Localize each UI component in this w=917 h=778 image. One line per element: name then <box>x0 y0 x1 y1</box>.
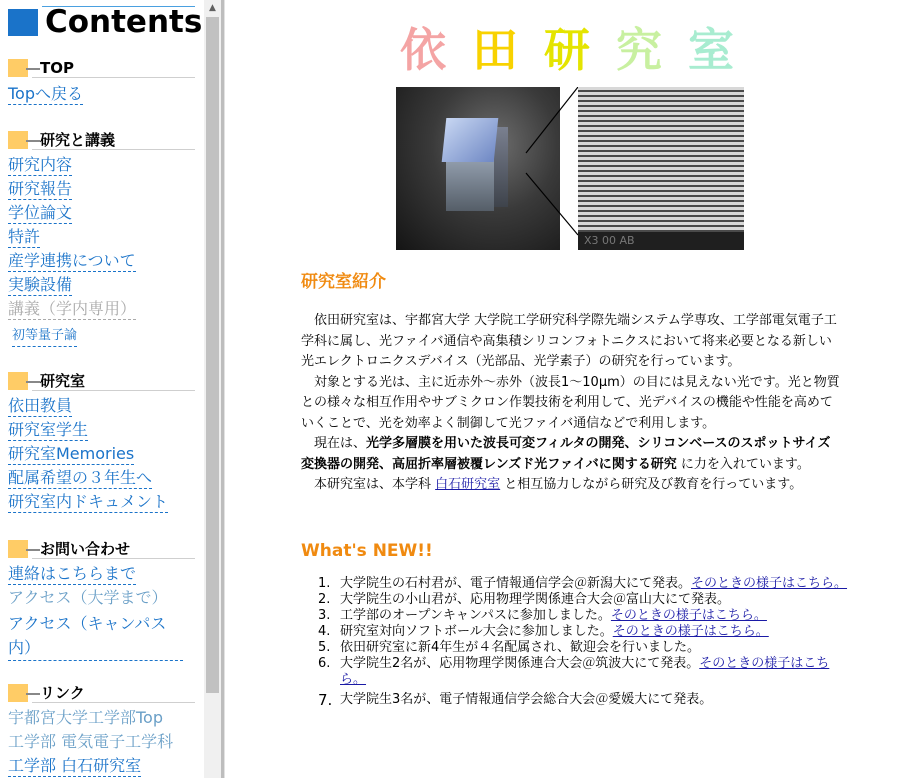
sidebar-scrollbar[interactable] <box>204 0 221 778</box>
page-title <box>400 14 760 80</box>
title-char: 室 <box>688 23 738 77</box>
news-details-link[interactable]: そのときの様子はこちら。 <box>691 576 848 591</box>
sidebar-title: Contents <box>45 4 203 40</box>
title-char: 依 <box>400 23 450 77</box>
news-list <box>318 576 848 708</box>
sidebar-link-access-university[interactable]: アクセス（大学まで） <box>8 588 168 607</box>
frame-divider-highlight <box>224 0 225 778</box>
intro-text <box>301 311 841 496</box>
sidebar-link-access-campus[interactable]: アクセス（キャンパス内） <box>8 612 183 661</box>
bullet-icon <box>8 59 28 77</box>
sidebar-link-faculty[interactable]: 依田教員 <box>8 396 73 415</box>
sidebar-link-memories[interactable]: 研究室Memories <box>8 444 135 463</box>
news-item: 2. 大学院生の小山君が、応用物理学関係連合大会＠富山大にて発表。 <box>318 592 731 607</box>
sidebar-link-theses[interactable]: 学位論文 <box>8 203 73 222</box>
sidebar <box>0 0 204 778</box>
news-item: 1. 大学院生の石村君が、電子情報通信学会＠新潟大にて発表。そのときの様子はこちら。 <box>318 576 848 591</box>
sidebar-link-top[interactable]: Topへ戻る <box>8 84 84 103</box>
title-char: 研 <box>544 23 594 77</box>
bullet-icon <box>8 131 28 149</box>
news-item: 7. 大学院生3名が、電子情報通信学会総合大会＠愛媛大にて発表。 <box>318 691 713 709</box>
sidebar-link-quantum-theory[interactable]: 初等量子論 <box>12 326 77 347</box>
sidebar-link-students[interactable]: 研究室学生 <box>8 420 89 439</box>
research-focus: 光学多層膜を用いた波長可変フィルタの開発、シリコンベースのスポットサイズ変換器の開発、高屈折率層被覆レンズド光ファイバに関する研究 <box>301 436 831 472</box>
sidebar-link-research-reports[interactable]: 研究報告 <box>8 179 73 198</box>
scrollbar-thumb[interactable] <box>206 17 219 693</box>
news-heading: What's NEW!! <box>301 541 433 561</box>
sidebar-link-shiraishi-lab[interactable]: 工学部 白石研究室 <box>8 756 142 775</box>
news-item: 3. 工学部のオープンキャンパスに参加しました。そのときの様子はこちら。 <box>318 608 767 623</box>
sidebar-link-lab-documents[interactable]: 研究室内ドキュメント <box>8 492 169 511</box>
sidebar-link-contact[interactable]: 連絡はこちらまで <box>8 564 137 583</box>
bullet-icon <box>8 372 28 390</box>
sidebar-link-equipment[interactable]: 実験設備 <box>8 275 73 294</box>
section-heading-lab: 研究室 <box>8 371 195 391</box>
intro-paragraph-4: 本研究室は、本学科 白石研究室 と相互協力しながら研究及び教育を行っています。 <box>314 477 803 492</box>
sidebar-link-ee-dept[interactable]: 工学部 電気電子工学科 <box>8 732 174 751</box>
contents-square-icon <box>8 9 38 36</box>
news-item: 5. 依田研究室に新4年生が４名配属され、歓迎会を行いました。 <box>318 640 701 655</box>
multilayer-sem-photo <box>578 87 744 250</box>
news-details-link[interactable]: そのときの様子はこちら。 <box>612 624 769 639</box>
section-heading-contact: お問い合わせ <box>8 539 195 559</box>
intro-paragraph-2: 対象とする光は、主に近赤外～赤外（波長1～10μm）の目には見えない光です。光と物質との様々な相互作用やサブミクロン作製技術を利用して、光デバイスの機能や性能を高めていくことで、光を効率よく制御して光ファイバ通信などで利用します。 <box>301 374 840 431</box>
intro-paragraph-3: 現在は、光学多層膜を用いた波長可変フィルタの開発、シリコンベースのスポットサイズ変換器の開発、高屈折率層被覆レンズド光ファイバに関する研究 に力を入れています。 <box>301 436 831 472</box>
title-char: 究 <box>616 23 666 77</box>
sem-caption: X3 00 AB <box>578 232 744 250</box>
bullet-icon <box>8 684 28 702</box>
section-heading-links: リンク <box>8 683 195 703</box>
sidebar-link-industry-collab[interactable]: 産学連携について <box>8 251 136 270</box>
section-heading-top: TOP <box>8 58 195 78</box>
sidebar-link-patents[interactable]: 特許 <box>8 227 41 246</box>
sidebar-link-third-year[interactable]: 配属希望の３年生へ <box>8 468 153 487</box>
intro-paragraph-1: 依田研究室は、宇都宮大学 大学院工学研究科学際先端システム学専攻、工学部電気電子工学科に属し、光ファイバ通信や高集積シリコンフォトニクスにおいて将来必要となる新しい光エレクトロニクスデバイス（光部品、光学素子）の研究を行っています。 <box>301 313 837 369</box>
sidebar-link-faculty-top[interactable]: 宇都宮大学工学部Top <box>8 708 164 727</box>
section-heading-research: 研究と講義 <box>8 130 195 150</box>
news-item: 4. 研究室対向ソフトボール大会に参加しました。そのときの様子はこちら。 <box>318 624 769 639</box>
sidebar-link-research-content[interactable]: 研究内容 <box>8 155 73 174</box>
news-item: 6. 大学院生2名が、応用物理学関係連合大会＠筑波大にて発表。そのときの様子はこちら。 <box>318 656 830 687</box>
sidebar-header <box>8 4 203 40</box>
intro-heading: 研究室紹介 <box>301 272 386 292</box>
shiraishi-lab-link[interactable]: 白石研究室 <box>435 477 501 492</box>
news-details-link[interactable]: そのときの様子はこちら。 <box>610 608 767 623</box>
zoom-connector-lines <box>520 87 580 250</box>
news-details-link[interactable]: そのときの様子はこちら。 <box>340 656 830 687</box>
sidebar-link-lectures[interactable]: 講義（学内専用） <box>8 299 137 318</box>
title-char: 田 <box>472 23 522 77</box>
bullet-icon <box>8 540 28 558</box>
scroll-up-arrow-icon[interactable]: ▲ <box>209 3 216 13</box>
